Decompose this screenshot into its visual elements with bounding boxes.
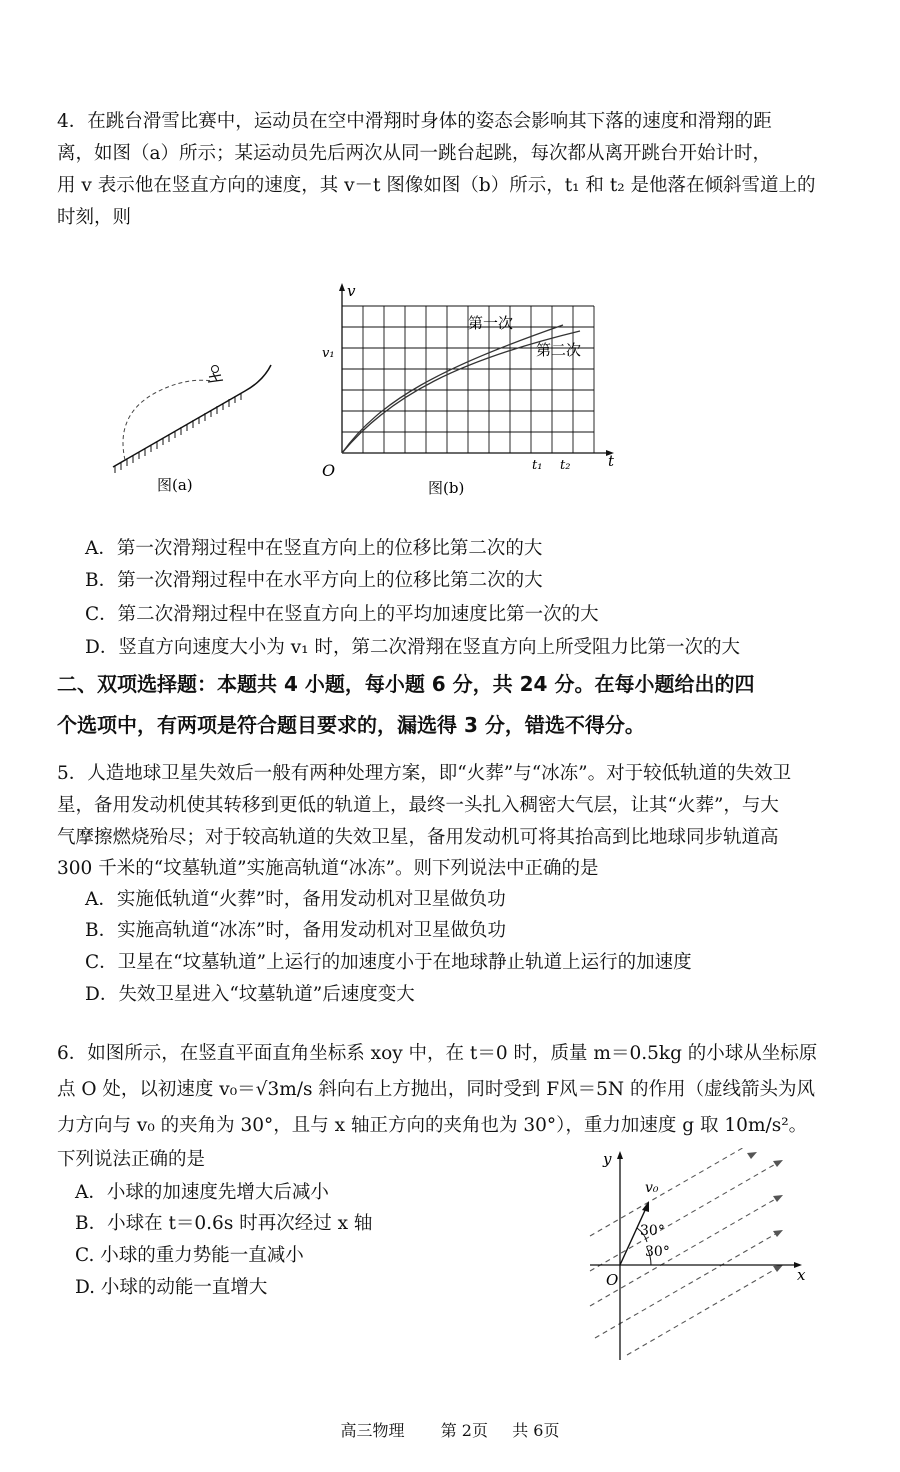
q5-option-d: D．失效卫星进入“坟墓轨道”后速度变大 <box>85 984 415 1005</box>
q6-option-d: D. 小球的动能一直增大 <box>75 1277 268 1298</box>
label-t: t <box>608 452 615 470</box>
label-angle-2: 30° <box>645 1244 670 1260</box>
q5-stem-line3: 气摩擦燃烧殆尽；对于较高轨道的失效卫星，备用发动机可将其抬高到比地球同步轨道高 <box>57 827 779 848</box>
footer-page: 第 2页 <box>440 1421 488 1440</box>
wind-arrows <box>590 1148 779 1355</box>
q4-figure-b <box>310 280 630 500</box>
label-origin: O <box>322 461 336 480</box>
slope-line <box>113 365 271 467</box>
page-footer <box>0 1418 900 1441</box>
q6-stem-line4: 下列说法正确的是 <box>57 1149 206 1170</box>
q4-option-b: B．第一次滑翔过程中在水平方向上的位移比第二次的大 <box>85 570 543 591</box>
label-t2: t₂ <box>560 458 571 473</box>
q6-stem-line1: 6．如图所示，在竖直平面直角坐标系 xoy 中，在 t＝0 时，质量 m＝0.5kg 的小球从坐标原 <box>57 1043 818 1064</box>
fig-a-label: 图(a) <box>157 476 193 494</box>
label-v: v <box>347 282 356 300</box>
section2-heading-line1: 二、双项选择题：本题共 4 小题，每小题 6 分，共 24 分。在每小题给出的四 <box>57 672 755 696</box>
q5-stem-line2: 星，备用发动机使其转移到更低的轨道上，最终一头扎入稠密大气层，让其“火葬”，与大 <box>57 795 779 816</box>
q6-option-a: A．小球的加速度先增大后减小 <box>75 1182 329 1203</box>
q4-option-d: D．竖直方向速度大小为 v₁ 时，第二次滑翔在竖直方向上所受阻力比第一次的大 <box>85 637 740 658</box>
q6-figure <box>585 1148 825 1366</box>
q6-stem-line2: 点 O 处，以初速度 v₀＝√3m/s 斜向右上方抛出，同时受到 F风＝5N 的作用（虚线箭头为风 <box>57 1079 815 1100</box>
q6-option-b: B．小球在 t＝0.6s 时再次经过 x 轴 <box>75 1213 373 1234</box>
q5-option-b: B．实施高轨道“冰冻”时，备用发动机对卫星做负功 <box>85 920 507 941</box>
label-v1: v₁ <box>322 346 335 361</box>
y-axis-arrow <box>617 1151 623 1159</box>
q4-option-c: C．第二次滑翔过程中在竖直方向上的平均加速度比第一次的大 <box>85 604 599 625</box>
q5-stem-line1: 5．人造地球卫星失效后一般有两种处理方案，即“火葬”与“冰冻”。对于较低轨道的失效卫 <box>57 763 792 784</box>
label-y: y <box>603 1150 612 1168</box>
label-curve-first: 第一次 <box>468 314 514 332</box>
label-angle-1: 30° <box>640 1223 665 1239</box>
fig-b-label: 图(b) <box>428 479 465 497</box>
skier-icon <box>208 366 223 383</box>
label-t1: t₁ <box>532 458 543 473</box>
q4-figure-a <box>105 355 280 500</box>
q5-option-c: C．卫星在“坟墓轨道”上运行的加速度小于在地球静止轨道上运行的加速度 <box>85 952 692 973</box>
q6-option-c: C. 小球的重力势能一直减小 <box>75 1245 304 1266</box>
footer-total: 共 6页 <box>512 1421 560 1440</box>
q4-stem-line1: 4．在跳台滑雪比赛中，运动员在空中滑翔时身体的姿态会影响其下落的速度和滑翔的距 <box>57 111 772 132</box>
label-curve-second: 第二次 <box>536 341 582 359</box>
q4-stem-line2: 离，如图（a）所示；某运动员先后两次从同一跳台起跳，每次都从离开跳台开始计时， <box>57 143 772 164</box>
q4-stem-line4: 时刻，则 <box>57 207 132 228</box>
v0-arrowhead <box>642 1201 649 1212</box>
label-origin: O <box>606 1271 619 1289</box>
footer-subject: 高三物理 <box>340 1421 405 1440</box>
q6-stem-line3: 力方向与 v₀ 的夹角为 30°，且与 x 轴正方向的夹角也为 30°），重力加速度 g 取 10m/s²。 <box>57 1115 808 1136</box>
section2-heading-line2: 个选项中，有两项是符合题目要求的，漏选得 3 分，错选不得分。 <box>57 713 645 737</box>
q5-stem-line4: 300 千米的“坟墓轨道”实施高轨道“冰冻”。则下列说法中正确的是 <box>57 858 599 879</box>
q4-option-a: A．第一次滑翔过程中在竖直方向上的位移比第二次的大 <box>85 538 543 559</box>
q4-stem-line3: 用 v 表示他在竖直方向的速度，其 v－t 图像如图（b）所示，t₁ 和 t₂ 是他落在倾斜雪道上的 <box>57 175 816 196</box>
label-v0: v₀ <box>645 1180 659 1196</box>
v-axis-arrow <box>339 283 345 291</box>
label-x: x <box>797 1266 806 1284</box>
q5-option-a: A．实施低轨道“火葬”时，备用发动机对卫星做负功 <box>85 889 506 910</box>
